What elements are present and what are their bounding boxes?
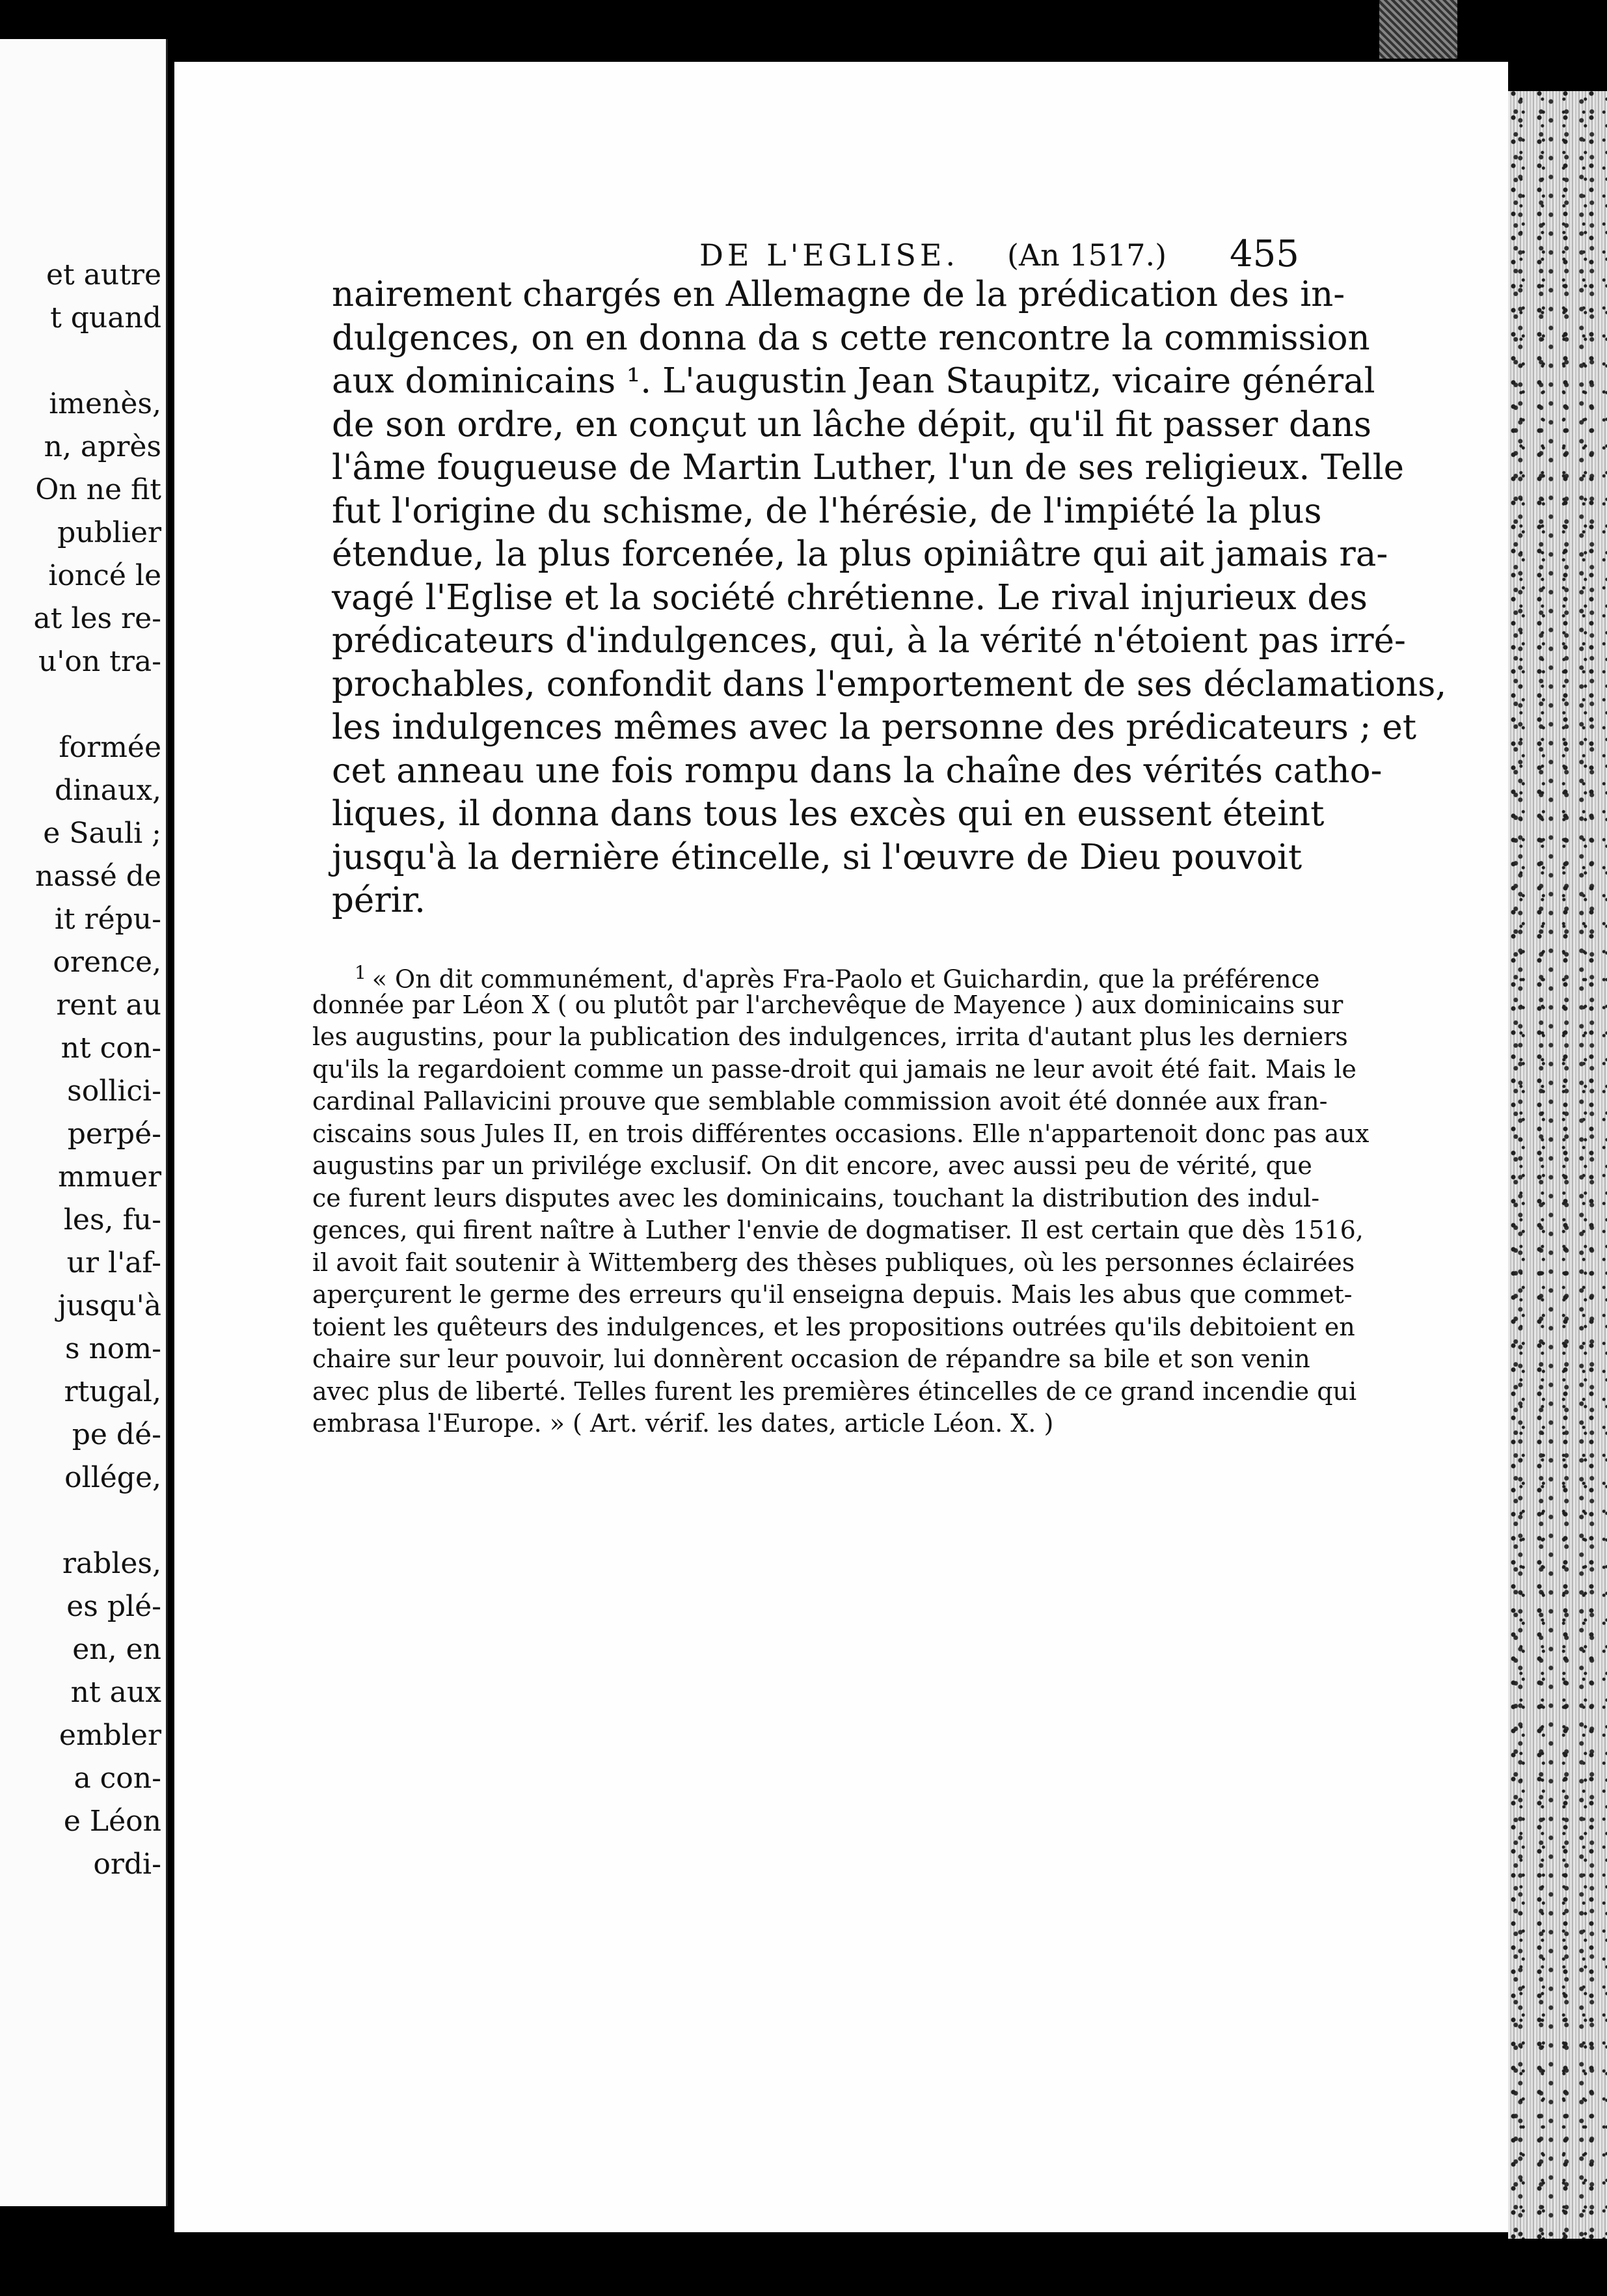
facing-page-text bbox=[0, 254, 161, 1886]
body-line: de son ordre, en conçut un lâche dépit, qu'il fit passer dans bbox=[332, 404, 1371, 444]
facing-page-line: dinaux, bbox=[55, 774, 161, 807]
body-line: étendue, la plus forcenée, la plus opiniâtre qui ait jamais ra- bbox=[332, 534, 1388, 574]
footnote-line: ce furent leurs disputes avec les dominicains, touchant la distribution des indul- bbox=[312, 1183, 1320, 1212]
facing-page-line: rent au bbox=[56, 989, 161, 1022]
facing-page-line: publier bbox=[57, 516, 161, 549]
facing-page-line bbox=[0, 340, 161, 383]
facing-page-line: s nom- bbox=[65, 1332, 161, 1365]
footnote-line: embrasa l'Europe. » ( Art. vérif. les dates, article Léon. X. ) bbox=[312, 1409, 1054, 1438]
facing-page-line: u'on tra- bbox=[38, 645, 161, 678]
footnote-line: toient les quêteurs des indulgences, et les propositions outrées qu'ils debitoient en bbox=[312, 1312, 1355, 1341]
facing-page-line: ur l'af- bbox=[66, 1246, 161, 1279]
body-line: périr. bbox=[332, 881, 425, 920]
facing-page-line bbox=[0, 683, 161, 726]
facing-page-line: sollici- bbox=[67, 1074, 161, 1108]
facing-page-line: n, après bbox=[44, 430, 161, 463]
body-line: aux dominicains ¹. L'augustin Jean Staupitz, vicaire général bbox=[332, 361, 1375, 401]
facing-page-line: at les re- bbox=[33, 602, 161, 635]
footnote-line: gences, qui firent naître à Luther l'envie de dogmatiser. Il est certain que dès 1516, bbox=[312, 1216, 1364, 1244]
body-line: nairement chargés en Allemagne de la prédication des in- bbox=[332, 275, 1345, 314]
footnote-line: avec plus de liberté. Telles furent les premières étincelles de ce grand incendie qui bbox=[312, 1376, 1357, 1406]
facing-page-line: perpé- bbox=[67, 1117, 161, 1151]
facing-page-line: nt con- bbox=[61, 1032, 161, 1065]
body-paragraph bbox=[332, 273, 1447, 923]
footnote-line bbox=[312, 957, 1320, 994]
running-head: DE L'EGLISE. bbox=[699, 238, 960, 273]
facing-page-line: t quand bbox=[50, 301, 161, 335]
facing-page-line: les, fu- bbox=[63, 1203, 161, 1237]
book-fore-edge bbox=[1508, 91, 1607, 2239]
facing-page-line: en, en bbox=[72, 1633, 161, 1666]
page-number: 455 bbox=[1230, 233, 1299, 275]
facing-page-line: pe dé- bbox=[72, 1418, 161, 1451]
facing-page-line: nassé de bbox=[35, 860, 161, 893]
body-line: jusqu'à la dernière étincelle, si l'œuvre de Dieu pouvoit bbox=[332, 837, 1303, 877]
facing-page-line: a con- bbox=[74, 1762, 161, 1795]
facing-page-line: e Sauli ; bbox=[43, 817, 161, 850]
facing-page-line: nt aux bbox=[70, 1676, 161, 1709]
footnote-line: les augustins, pour la publication des indulgences, irrita d'autant plus les derniers bbox=[312, 1022, 1348, 1051]
footnote-line-text: « On dit communément, d'après Fra-Paolo et Guichardin, que la préférence bbox=[371, 964, 1320, 994]
body-line: vagé l'Eglise et la société chrétienne. Le rival injurieux des bbox=[332, 577, 1368, 618]
body-line: prédicateurs d'indulgences, qui, à la vérité n'étoient pas irré- bbox=[332, 621, 1406, 661]
facing-page-line: it répu- bbox=[54, 903, 161, 936]
facing-page-line: e Léon bbox=[63, 1805, 161, 1838]
year-marker: (An 1517.) bbox=[1007, 238, 1167, 273]
footnote-line: il avoit fait soutenir à Wittemberg des thèses publiques, où les personnes éclairées bbox=[312, 1248, 1355, 1277]
body-line: prochables, confondit dans l'emportement de ses déclamations, bbox=[332, 664, 1447, 704]
footnote-marker: 1 bbox=[355, 962, 372, 983]
facing-page-line bbox=[0, 1499, 161, 1542]
facing-page-line: mmuer bbox=[58, 1160, 161, 1194]
footnote bbox=[312, 957, 1370, 1440]
facing-page-line: imenès, bbox=[49, 387, 161, 420]
facing-page-fragment bbox=[0, 39, 168, 2206]
footnote-line: cardinal Pallavicini prouve que semblable commission avoit été donnée aux fran- bbox=[312, 1087, 1328, 1115]
facing-page-line: es plé- bbox=[66, 1590, 161, 1623]
body-line: les indulgences mêmes avec la personne des prédicateurs ; et bbox=[332, 707, 1416, 747]
facing-page-line: et autre bbox=[46, 258, 161, 292]
body-line: l'âme fougueuse de Martin Luther, l'un de ses religieux. Telle bbox=[332, 448, 1404, 487]
body-line: cet anneau une fois rompu dans la chaîne des vérités catho- bbox=[332, 750, 1383, 791]
body-line: fut l'origine du schisme, de l'hérésie, de l'impiété la plus bbox=[332, 491, 1322, 531]
footnote-line: qu'ils la regardoient comme un passe-droit qui jamais ne leur avoit été fait. Mais le bbox=[312, 1054, 1357, 1084]
footnote-line: ciscains sous Jules II, en trois différentes occasions. Elle n'appartenoit donc pas aux bbox=[312, 1119, 1370, 1148]
facing-page-line: rables, bbox=[62, 1547, 161, 1580]
facing-page-line: rtugal, bbox=[64, 1375, 161, 1408]
body-line: liques, il donna dans tous les excès qui en eussent éteint bbox=[332, 794, 1325, 834]
facing-page-line: ordi- bbox=[93, 1848, 161, 1881]
page-edge-damage bbox=[1379, 0, 1457, 59]
footnote-line: donnée par Léon X ( ou plutôt par l'archevêque de Mayence ) aux dominicains sur bbox=[312, 990, 1344, 1019]
footnote-line: aperçurent le germe des erreurs qu'il enseigna depuis. Mais les abus que commet- bbox=[312, 1280, 1353, 1309]
facing-page-line: On ne fit bbox=[35, 473, 161, 506]
facing-page-line: ioncé le bbox=[48, 559, 161, 592]
footnote-line: augustins par un privilége exclusif. On dit encore, avec aussi peu de vérité, que bbox=[312, 1151, 1312, 1180]
facing-page-line: orence, bbox=[53, 946, 161, 979]
facing-page-line: jusqu'à bbox=[57, 1289, 161, 1322]
body-line: dulgences, on en donna da s cette rencontre la commission bbox=[332, 318, 1370, 358]
facing-page-line: ollége, bbox=[64, 1461, 161, 1494]
facing-page-line: embler bbox=[59, 1719, 161, 1752]
facing-page-line: formée bbox=[59, 731, 161, 764]
footnote-line: chaire sur leur pouvoir, lui donnèrent occasion de répandre sa bile et son venin bbox=[312, 1345, 1310, 1373]
